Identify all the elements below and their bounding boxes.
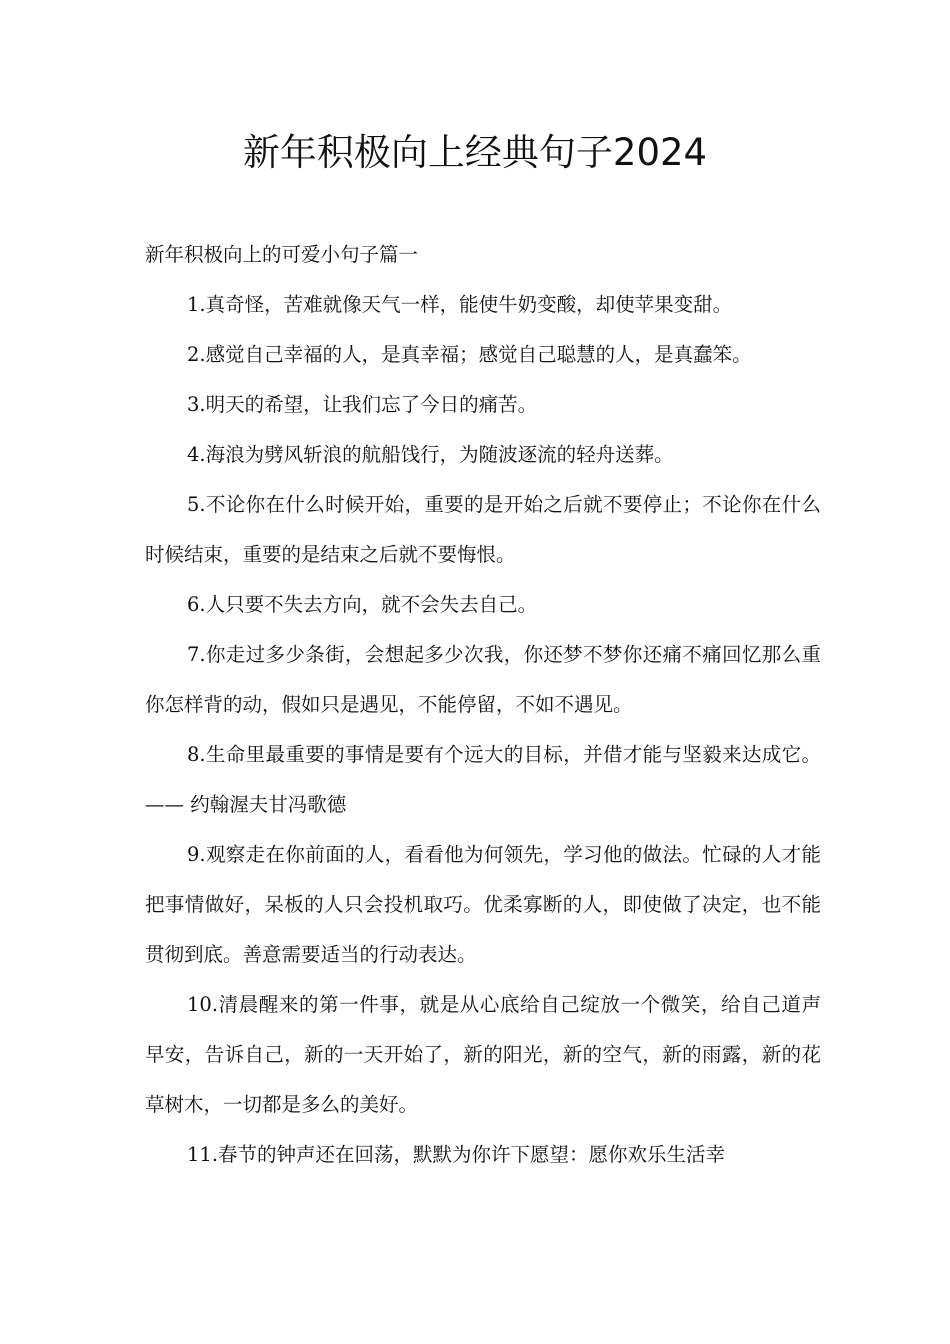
document-title: 新年积极向上经典句子2024 [242,131,708,174]
document-body [145,230,821,1180]
paragraph-9: 9.观察走在你前面的人，看看他为何领先，学习他的做法。忙碌的人才能把事情做好，呆板的人只会投机取巧。优柔寡断的人，即使做了决定，也不能贯彻到底。善意需要适当的行动表达。 [145,843,821,966]
paragraph-8: 8.生命里最重要的事情是要有个远大的目标，并借才能与坚毅来达成它。 —— 约翰渥夫甘冯歌德 [145,743,821,816]
paragraph-5: 5.不论你在什么时候开始，重要的是开始之后就不要停止；不论你在什么时候结束，重要的是结束之后就不要悔恨。 [145,493,821,566]
paragraph-1: 1.真奇怪，苦难就像天气一样，能使牛奶变酸，却使苹果变甜。 [187,293,733,316]
paragraph-7: 7.你走过多少条街，会想起多少次我，你还梦不梦你还痛不痛回忆那么重你怎样背的动，假如只是遇见，不能停留，不如不遇见。 [145,643,821,716]
paragraph-4: 4.海浪为劈风斩浪的航船饯行，为随波逐流的轻舟送葬。 [187,443,674,466]
paragraph-2: 2.感觉自己幸福的人，是真幸福；感觉自己聪慧的人，是真蠢笨。 [187,343,752,366]
paragraph-6: 6.人只要不失去方向，就不会失去自己。 [187,593,538,616]
paragraph-11: 11.春节的钟声还在回荡，默默为你许下愿望：愿你欢乐生活幸 [187,1143,726,1166]
paragraph-3: 3.明天的希望，让我们忘了今日的痛苦。 [187,393,538,416]
section-heading: 新年积极向上的可爱小句子篇一 [145,243,419,266]
paragraph-10: 10.清晨醒来的第一件事，就是从心底给自己绽放一个微笑，给自己道声早安，告诉自己，新的一天开始了，新的阳光，新的空气，新的雨露，新的花草树木，一切都是多么的美好。 [145,993,821,1116]
